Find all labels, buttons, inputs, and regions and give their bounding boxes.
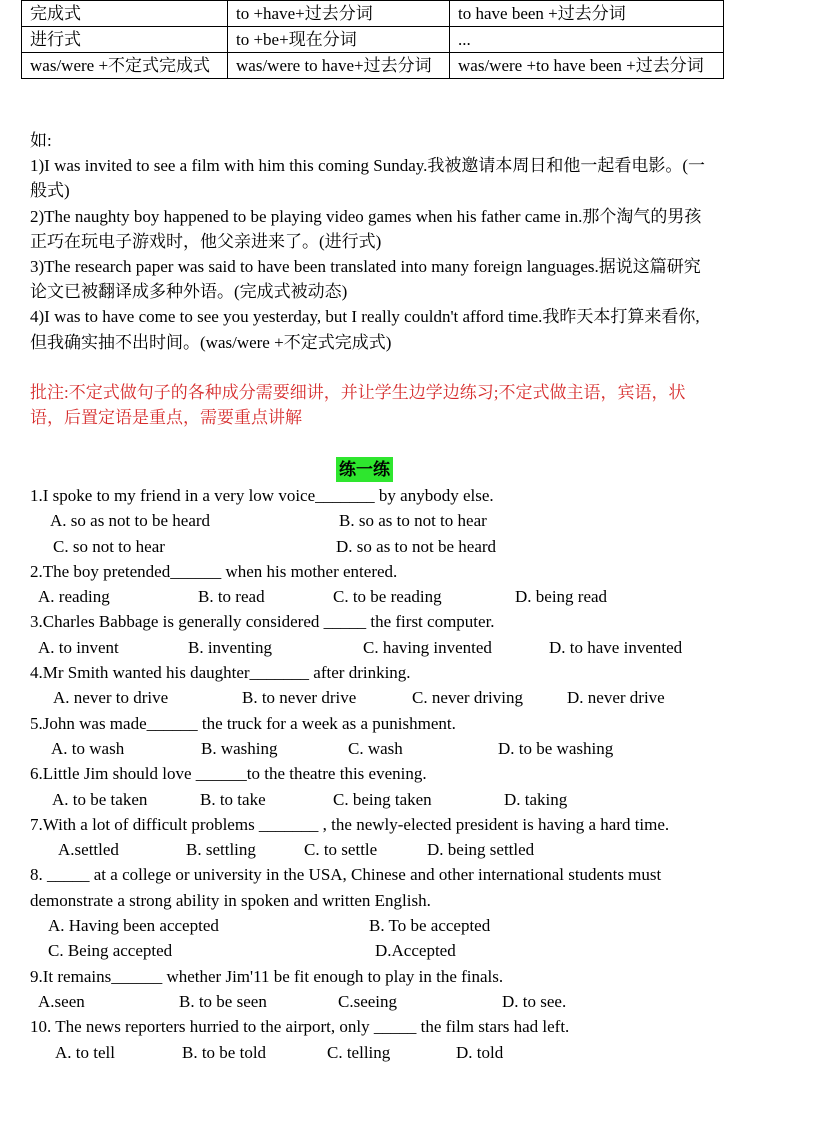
option-a[interactable]: A. to invent: [38, 637, 119, 657]
option-b[interactable]: B. To be accepted: [369, 916, 491, 936]
option-d[interactable]: D. to see.: [502, 991, 567, 1011]
table-cell: 进行式: [22, 27, 228, 53]
option-a[interactable]: A. to wash: [51, 738, 125, 758]
option-b[interactable]: B. to be seen: [179, 991, 267, 1011]
question-stem: 1.I spoke to my friend in a very low voice_______ by anybody else.: [30, 486, 494, 505]
question-stem: 10. The news reporters hurried to the airport, only _____ the film stars had left.: [30, 1017, 570, 1037]
quiz-section: [30, 483, 750, 1065]
option-row: [30, 1040, 750, 1065]
practice-title: 练一练: [336, 457, 393, 482]
option-b[interactable]: B. so as to not to hear: [339, 511, 487, 531]
examples-intro: 如:: [30, 131, 52, 150]
examples-section: [30, 128, 710, 355]
option-c[interactable]: C. having invented: [363, 637, 492, 657]
option-b[interactable]: B. washing: [201, 738, 278, 758]
option-d[interactable]: D. taking: [504, 789, 568, 809]
option-b[interactable]: B. to never drive: [242, 688, 357, 708]
table-cell: was/were to have+过去分词: [228, 53, 450, 79]
option-a[interactable]: A. Having been accepted: [48, 916, 219, 936]
option-d[interactable]: D. being read: [515, 587, 608, 607]
option-a[interactable]: A. to be taken: [52, 789, 148, 809]
question-stem: 4.Mr Smith wanted his daughter_______ after drinking.: [30, 663, 411, 683]
table-cell: was/were +不定式完成式: [22, 53, 228, 79]
option-b[interactable]: B. to read: [198, 587, 265, 607]
option-d[interactable]: D. being settled: [427, 840, 535, 860]
option-row: [30, 989, 750, 1014]
option-row: [30, 837, 750, 862]
table-row: [22, 53, 724, 79]
question-stem: 3.Charles Babbage is generally considered _____ the first computer.: [30, 612, 495, 632]
example-item: 2)The naughty boy happened to be playing video games when his father came in.那个淘气的男孩正巧在玩电子游戏时，他父亲进来了。(进行式): [30, 206, 702, 251]
option-row: [30, 938, 750, 963]
option-d[interactable]: D. told: [456, 1042, 504, 1062]
question-stem: 9.It remains______ whether Jim'11 be fit enough to play in the finals.: [30, 966, 504, 986]
option-d[interactable]: D. so as to not be heard: [336, 536, 497, 556]
option-d[interactable]: D. to have invented: [549, 637, 683, 657]
option-b[interactable]: B. inventing: [188, 637, 273, 657]
option-c[interactable]: C. Being accepted: [48, 941, 173, 961]
option-row: [30, 736, 750, 761]
table-row: [22, 27, 724, 53]
example-item: 1)I was invited to see a film with him this coming Sunday.我被邀请本周日和他一起看电影。(一般式): [30, 156, 706, 201]
question-stem: 5.John was made______ the truck for a week as a punishment.: [30, 713, 456, 733]
option-b[interactable]: B. settling: [186, 840, 256, 860]
option-c[interactable]: C. to be reading: [333, 587, 442, 607]
option-a[interactable]: A. to tell: [55, 1042, 115, 1062]
table-row: [22, 1, 724, 27]
option-b[interactable]: B. to take: [200, 789, 266, 809]
option-c[interactable]: C. so not to hear: [53, 536, 165, 556]
option-a[interactable]: A. never to drive: [53, 688, 169, 708]
table-cell: to +be+现在分词: [228, 27, 450, 53]
option-row: [30, 787, 750, 812]
option-c[interactable]: C. wash: [348, 738, 403, 758]
table-cell: to have been +过去分词: [450, 1, 724, 27]
option-c[interactable]: C.seeing: [338, 991, 398, 1011]
question-stem: 7.With a lot of difficult problems _______ , the newly-elected president is having a hard time.: [30, 814, 670, 834]
option-d[interactable]: D. never drive: [567, 688, 665, 708]
option-a[interactable]: A. so as not to be heard: [50, 511, 211, 531]
option-row: [30, 508, 750, 533]
teacher-note: 批注:不定式做句子的各种成分需要细讲，并让学生边学边练习;不定式做主语，宾语，状语，后置定语是重点，需要重点讲解: [30, 383, 686, 428]
infinitive-forms-table: [21, 0, 724, 79]
option-row: [30, 635, 750, 660]
option-b[interactable]: B. to be told: [182, 1042, 267, 1062]
table-cell: ...: [450, 27, 724, 53]
option-a[interactable]: A. reading: [38, 587, 110, 607]
option-row: [30, 534, 750, 559]
question-stem: 6.Little Jim should love ______to the theatre this evening.: [30, 764, 427, 784]
option-c[interactable]: C. to settle: [304, 840, 378, 860]
option-c[interactable]: C. being taken: [333, 789, 432, 809]
question-stem: 8. _____ at a college or university in the USA, Chinese and other international students must demonstrate a strong ability in spoken and written English.: [30, 865, 662, 910]
option-d[interactable]: D. to be washing: [498, 738, 614, 758]
option-row: [30, 913, 750, 938]
option-c[interactable]: C. never driving: [412, 688, 523, 708]
table-cell: 完成式: [22, 1, 228, 27]
option-a[interactable]: A.seen: [38, 991, 85, 1011]
option-c[interactable]: C. telling: [327, 1042, 391, 1062]
option-row: [30, 685, 750, 710]
option-d[interactable]: D.Accepted: [375, 941, 456, 961]
table-cell: to +have+过去分词: [228, 1, 450, 27]
option-row: [30, 584, 750, 609]
table-cell: was/were +to have been +过去分词: [450, 53, 724, 79]
option-a[interactable]: A.settled: [58, 840, 119, 860]
example-item: 4)I was to have come to see you yesterday, but I really couldn't afford time.我昨天本打算来看你,但我确实抽不出时间。(was/were +不定式完成式): [30, 307, 700, 352]
example-item: 3)The research paper was said to have been translated into many foreign languages.据说这篇研究论文已被翻译成多种外语。(完成式被动态): [30, 257, 701, 302]
question-stem: 2.The boy pretended______ when his mother entered.: [30, 561, 398, 581]
